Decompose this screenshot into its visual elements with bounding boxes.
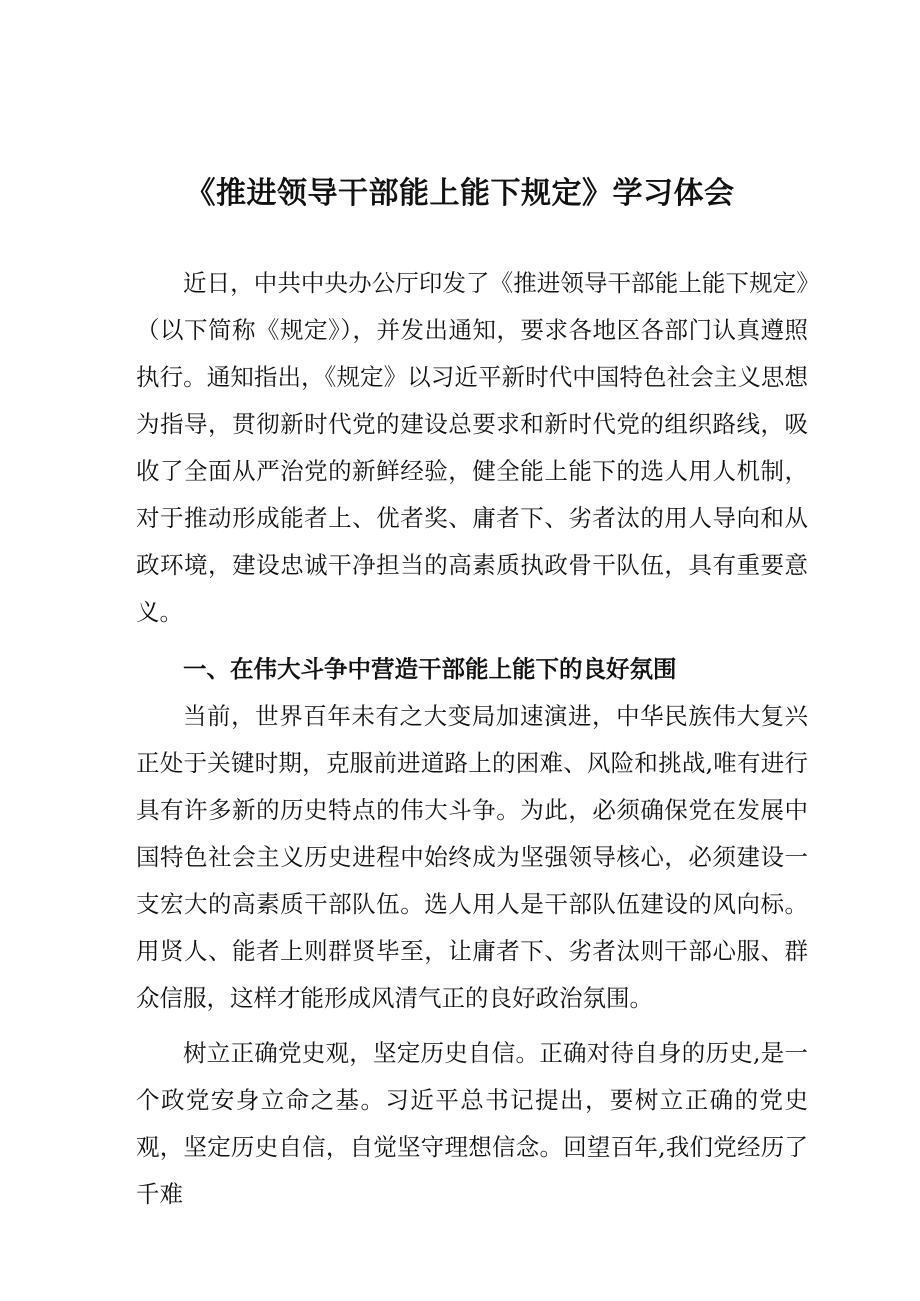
section-1-paragraph-1: 当前，世界百年未有之大变局加速演进，中华民族伟大复兴正处于关键时期，克服前进道路上的困难、风险和挑战,唯有进行具有许多新的历史特点的伟大斗争。为此，必须确保党在发展中国特色社会主义历史进程中始终成为坚强领导核心，必须建设一支宏大的高素质干部队伍。选人用人是干部队伍建设的风向标。用贤人、能者上则群贤毕至，让庸者下、劣者汰则干部心服、群众信服，这样才能形成风清气正的良好政治氛围。 — [136, 702, 808, 1012]
section-1-paragraph-2: 树立正确党史观，坚定历史自信。正确对待自身的历史,是一个政党安身立命之基。习近平总书记提出，要树立正确的党史观，坚定历史自信，自觉坚守理想信念。回望百年,我们党经历了千难 — [136, 1039, 808, 1208]
document-title: 《推进领导干部能上能下规定》学习体会 — [185, 176, 735, 211]
intro-paragraph: 近日，中共中央办公厅印发了《推进领导干部能上能下规定》（以下简称《规定》），并发出通知，要求各地区各部门认真遵照执行。通知指出，《规定》以习近平新时代中国特色社会主义思想为指导，贯彻新时代党的建设总要求和新时代党的组织路线，吸收了全面从严治党的新鲜经验，健全能上能下的选人用人机制，对于推动形成能者上、优者奖、庸者下、劣者汰的用人导向和从政环境，建设忠诚干净担当的高素质执政骨干队伍，具有重要意义。 — [136, 269, 808, 626]
section-heading-1: 一、在伟大斗争中营造干部能上能下的良好氛围 — [183, 655, 677, 683]
